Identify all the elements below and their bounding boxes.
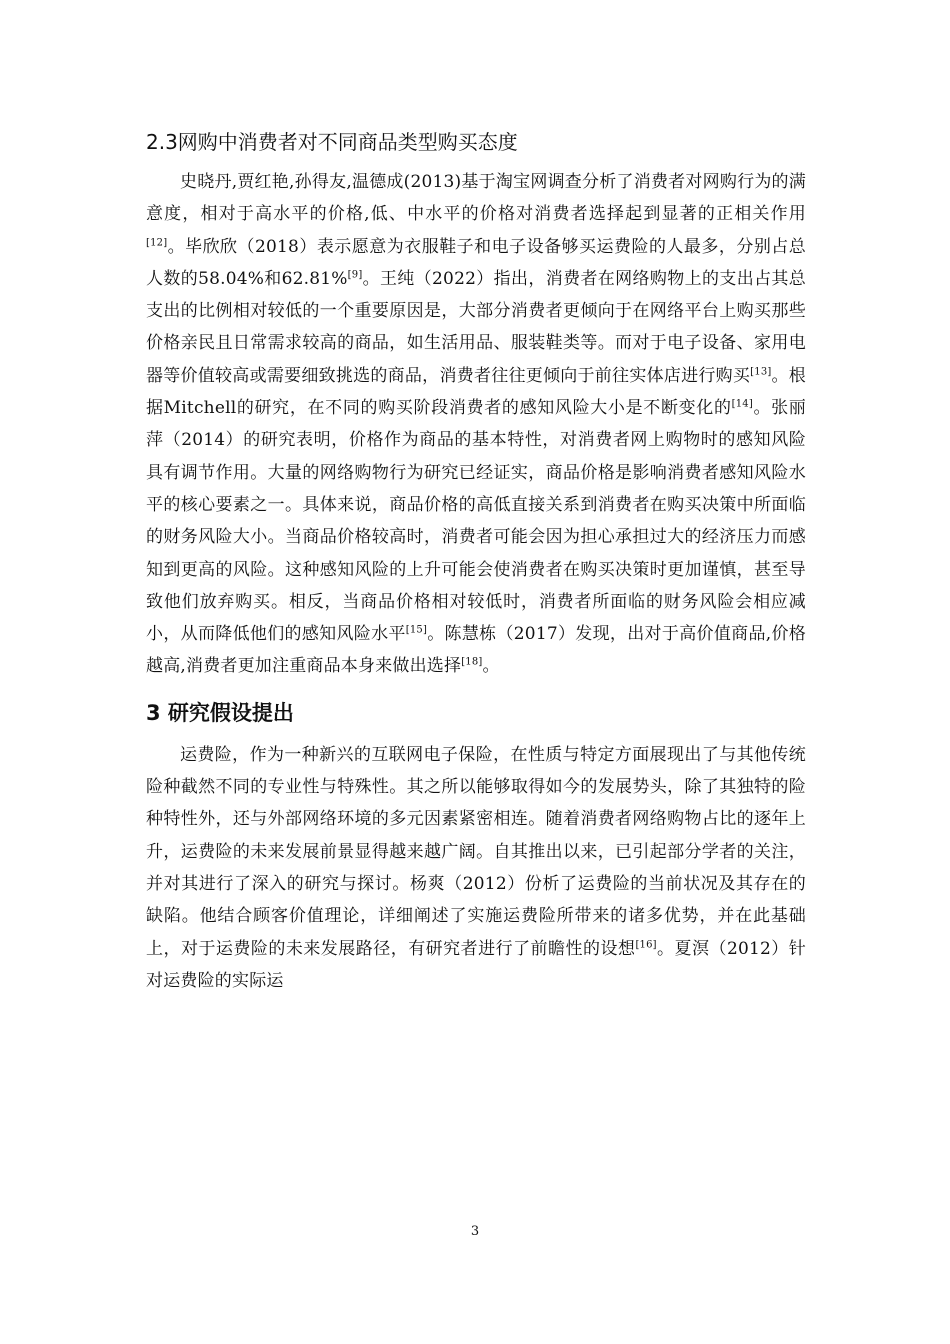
- page-number: 3: [470, 1224, 480, 1239]
- paragraph-text: 。王纯（2022）指出，消费者在网络购物上的支出占其总支出的比例相对较低的一个重要原因是，大部分消费者更倾向于在网络平台上购买那些价格亲民且日常需求较高的商品，如生活用品、服装鞋类等。而对于电子设备、家用电器等价值较高或需要细致挑选的商品，消费者往往更倾向于前往实体店进行购买: [146, 268, 806, 386]
- citation-marker: [15]: [405, 624, 428, 636]
- citation-marker: [16]: [635, 938, 657, 950]
- paragraph-text: 。陈慧栋（2017）发现，出对于高价值商品,价格越高,消费者更加注重商品本身来做出选择: [146, 624, 807, 677]
- citation-marker: [13]: [750, 366, 772, 378]
- citation-marker: [18]: [461, 656, 483, 668]
- citation-marker: [9]: [347, 269, 363, 281]
- section-heading-2-3: 2.3网购中消费者对不同商品类型购买态度: [146, 130, 518, 154]
- section-2-3-paragraph: [146, 166, 806, 683]
- paragraph-text: 史晓丹,贾红艳,孙得友,温德成(2013)基于淘宝网调查分析了消费者对网购行为的满意度，相对于高水平的价格,低、中水平的价格对消费者选择起到显著的正相关作用: [146, 172, 806, 225]
- citation-marker: [12]: [146, 236, 168, 248]
- citation-marker: [14]: [731, 398, 753, 410]
- paragraph-text: 。张丽萍（2014）的研究表明，价格作为商品的基本特性，对消费者网上购物时的感知风险具有调节作用。大量的网络购物行为研究已经证实，商品价格是影响消费者感知风险水平的核心要素之一。具体来说，商品价格的高低直接关系到消费者在购买决策中所面临的财务风险大小。当商品价格较高时，消费者可能会因为担心承担过大的经济压力而感知到更高的风险。这种感知风险的上升可能会使消费者在购买决策时更加谨慎，甚至导致他们放弃购买。相反，当商品价格相对较低时，消费者所面临的财务风险会相应减小，从而降低他们的感知风险水平: [146, 398, 806, 645]
- page-content: [146, 124, 806, 997]
- paragraph-text: 。夏溟（2012）针对运费险的实际运: [146, 938, 806, 991]
- paragraph-text: 运费险，作为一种新兴的互联网电子保险，在性质与特定方面展现出了与其他传统险种截然不同的专业性与特殊性。其之所以能够取得如今的发展势头，除了其独特的险种特性外，还与外部网络环境的多元因素紧密相连。随着消费者网络购物占比的逐年上升，运费险的未来发展前景显得越来越广阔。自其推出以来，已引起部分学者的关注，并对其进行了深入的研究与探讨。杨爽（2012）份析了运费险的当前状况及其存在的缺陷。他结合顾客价值理论，详细阐述了实施运费险所带来的诸多优势，并在此基础上，对于运费险的未来发展路径，有研究者进行了前瞻性的设想: [146, 744, 806, 959]
- paragraph-text: 。根据Mitchell的研究，在不同的购买阶段消费者的感知风险大小是不断变化的: [146, 365, 807, 419]
- paragraph-text: 。毕欣欣（2018）表示愿意为衣服鞋子和电子设备够买运费险的人最多，分别占总人数的58.04%和62.81%: [146, 236, 806, 289]
- paragraph-text: 。: [482, 656, 500, 677]
- section-heading-3: 3 研究假设提出: [146, 700, 294, 725]
- section-3-paragraph: [146, 739, 806, 997]
